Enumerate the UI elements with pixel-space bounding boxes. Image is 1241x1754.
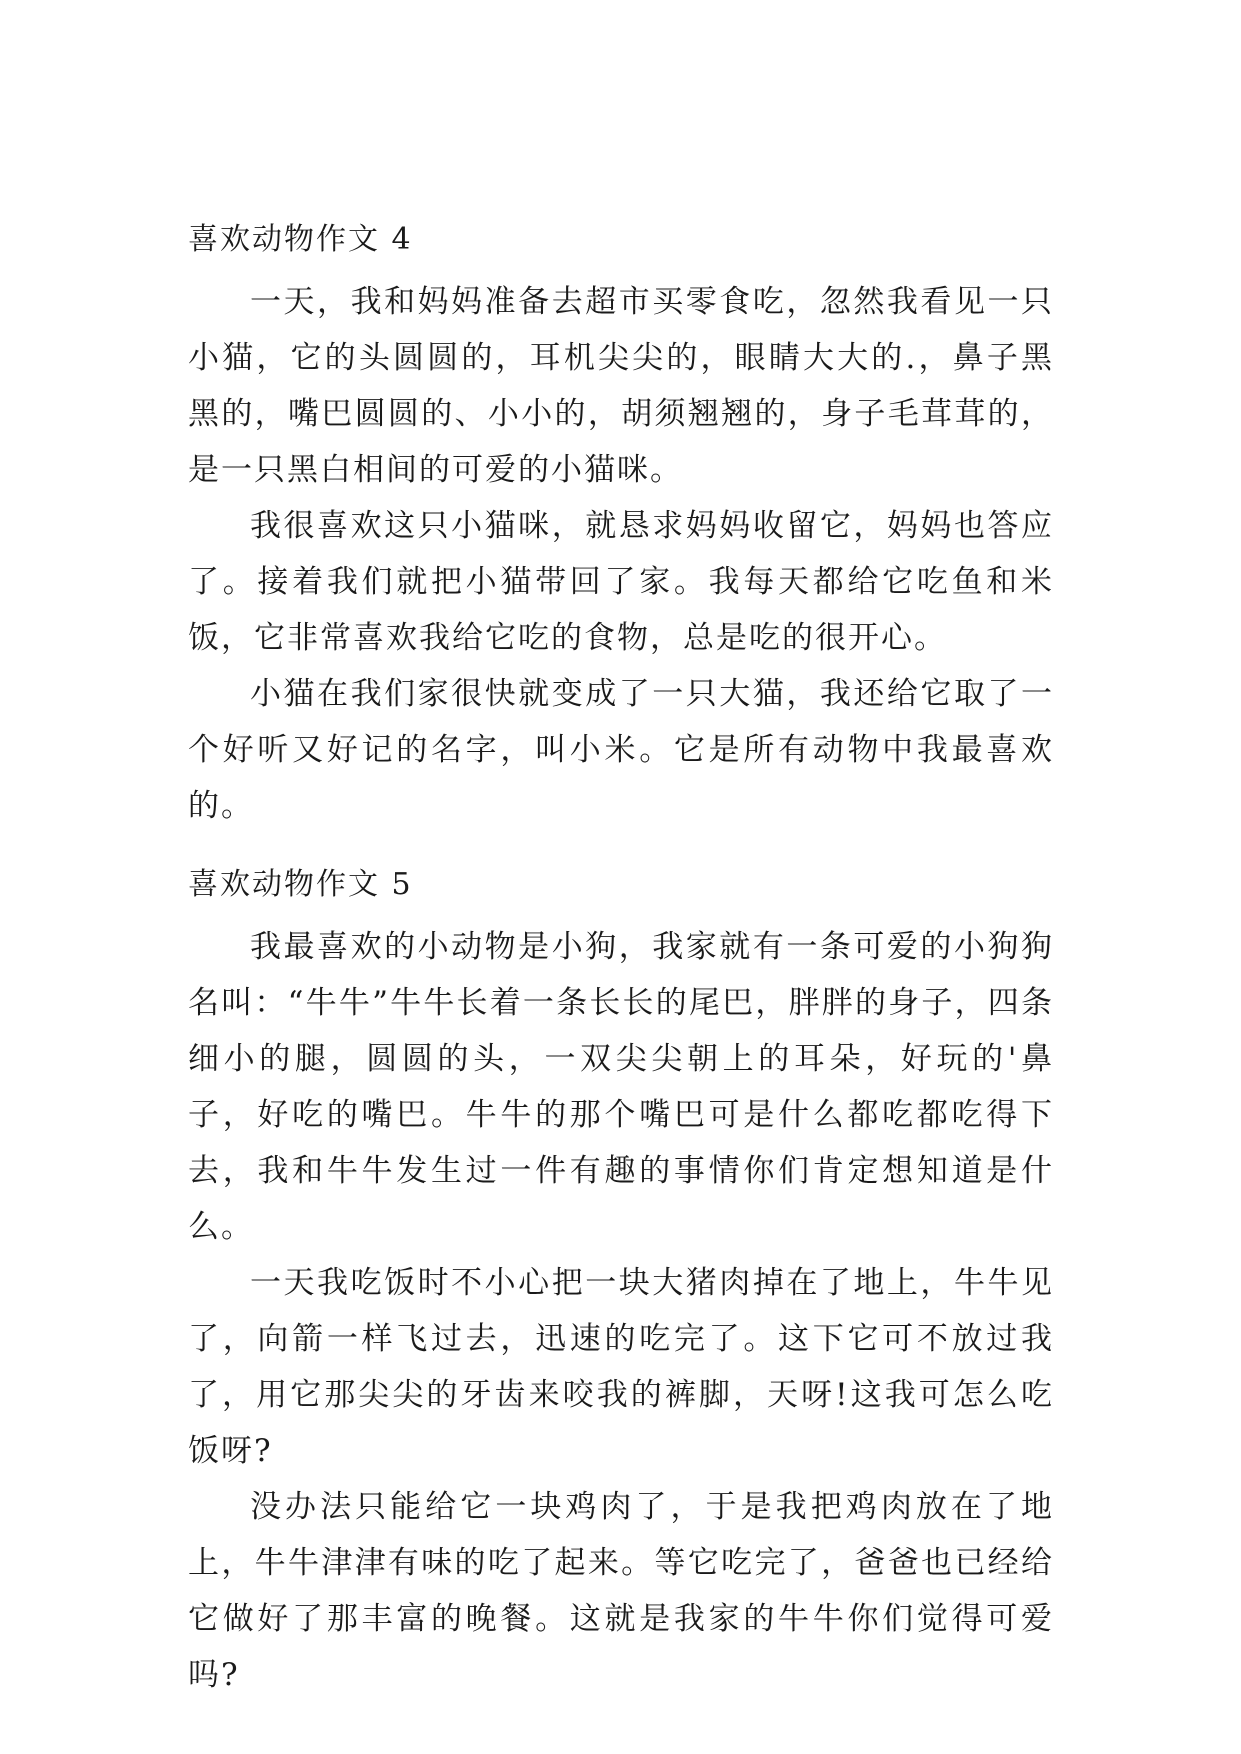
essay-paragraph: 一天我吃饭时不小心把一块大猪肉掉在了地上，牛牛见了，向箭一样飞过去，迅速的吃完了。这下它可不放过我了，用它那尖尖的牙齿来咬我的裤脚，天呀!这我可怎么吃饭呀? <box>188 1265 1054 1469</box>
essay-paragraph: 小猫在我们家很快就变成了一只大猫，我还给它取了一个好听又好记的名字，叫小米。它是所有动物中我最喜欢的。 <box>188 676 1054 824</box>
essay-title: 喜欢动物作文 4 <box>188 222 413 257</box>
essay-section-4 <box>188 214 1054 834</box>
essay-paragraph: 一天，我和妈妈准备去超市买零食吃，忽然我看见一只小猫，它的头圆圆的，耳机尖尖的，眼睛大大的.，鼻子黑黑的，嘴巴圆圆的、小小的，胡须翘翘的，身子毛茸茸的，是一只黑白相间的可爱的小猫咪。 <box>188 284 1054 488</box>
essay-paragraph: 我很喜欢这只小猫咪，就恳求妈妈收留它，妈妈也答应了。接着我们就把小猫带回了家。我每天都给它吃鱼和米饭，它非常喜欢我给它吃的食物，总是吃的很开心。 <box>188 508 1054 656</box>
essay-section-5 <box>188 859 1054 1703</box>
essay-title: 喜欢动物作文 5 <box>188 867 413 902</box>
essay-paragraph: 我最喜欢的小动物是小狗，我家就有一条可爱的小狗狗名叫：“牛牛”牛牛长着一条长长的尾巴，胖胖的身子，四条细小的腿，圆圆的头，一双尖尖朝上的耳朵，好玩的'鼻子，好吃的嘴巴。牛牛的那个嘴巴可是什么都吃都吃得下去，我和牛牛发生过一件有趣的事情你们肯定想知道是什么。 <box>188 929 1054 1245</box>
essay-paragraph: 没办法只能给它一块鸡肉了，于是我把鸡肉放在了地上，牛牛津津有味的吃了起来。等它吃完了，爸爸也已经给它做好了那丰富的晚餐。这就是我家的牛牛你们觉得可爱吗? <box>188 1489 1054 1693</box>
